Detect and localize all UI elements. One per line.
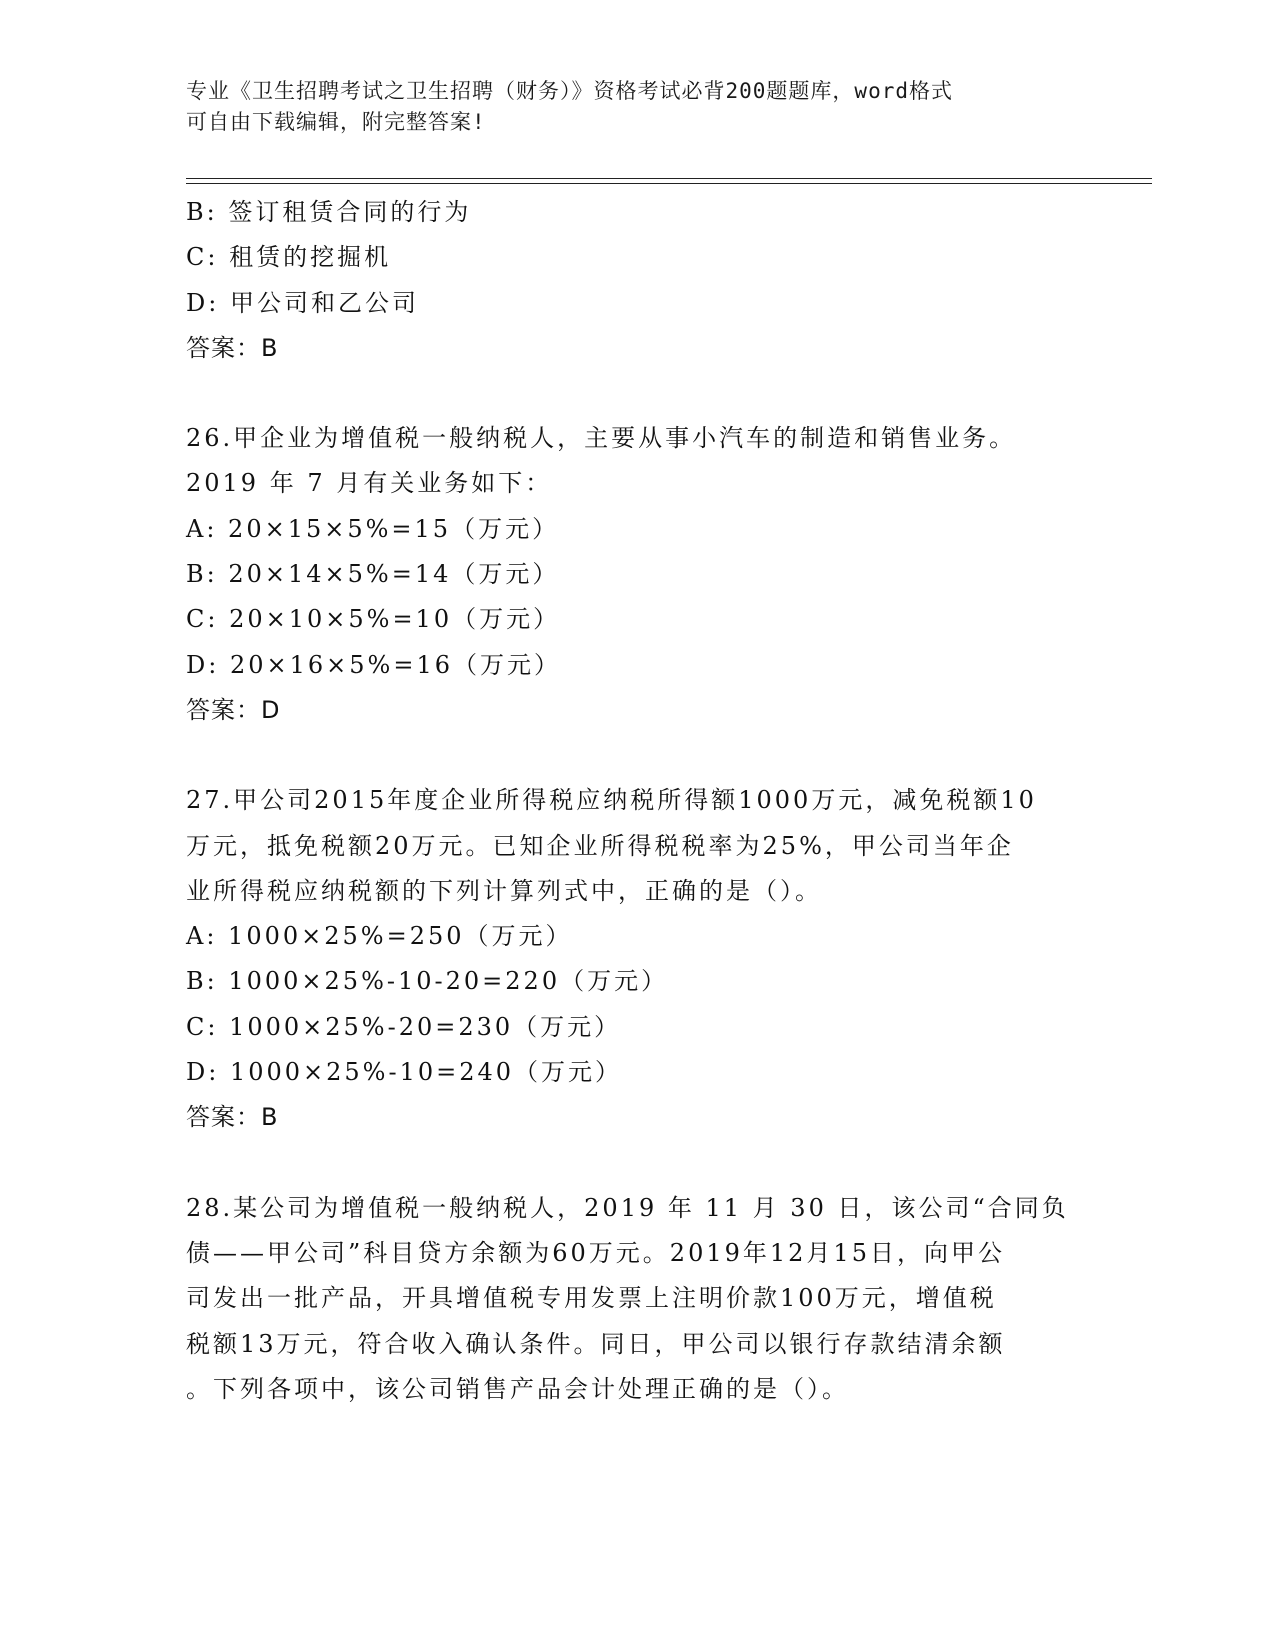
header-divider-top	[186, 178, 1152, 179]
option-d: D: 甲公司和乙公司	[186, 288, 419, 317]
header-line-2: 可自由下载编辑，附完整答案!	[186, 110, 486, 134]
spacer	[186, 733, 1086, 778]
option-b: B: 签订租赁合同的行为	[186, 198, 472, 226]
question-stem-line: 税额13万元，符合收入确认条件。同日，甲公司以银行存款结清余额	[186, 1329, 1006, 1358]
spacer	[186, 1141, 1086, 1186]
document-body	[186, 190, 1086, 1412]
option-c: C: 租赁的挖掘机	[186, 243, 392, 272]
header-line-1: 专业《卫生招聘考试之卫生招聘（财务）》资格考试必背200题题库，word格式	[186, 79, 953, 103]
option-c: C: 20×10×5%=10（万元）	[186, 605, 561, 634]
option-b: B: 1000×25%-10-20=220（万元）	[186, 967, 669, 996]
answer-line: 答案：B	[186, 1103, 279, 1132]
header-divider-bottom	[186, 183, 1152, 184]
question-26	[186, 416, 1086, 733]
answer-line: 答案：B	[186, 333, 279, 362]
option-a: A: 1000×25%=250（万元）	[186, 922, 573, 951]
question-stem-line: 2019 年 7 月有关业务如下：	[186, 469, 553, 498]
question-stem-line: 28.某公司为增值税一般纳税人，2019 年 11 月 30 日，该公司“合同负	[186, 1193, 1069, 1222]
option-d: D: 20×16×5%=16（万元）	[186, 650, 561, 679]
option-b: B: 20×14×5%=14（万元）	[186, 560, 560, 589]
question-stem-line: 业所得税应纳税额的下列计算列式中，正确的是（）。	[186, 876, 822, 905]
question-stem-line: 万元，抵免税额20万元。已知企业所得税税率为25%，甲公司当年企	[186, 831, 1014, 860]
option-a: A: 20×15×5%=15（万元）	[186, 514, 560, 543]
option-d: D: 1000×25%-10=240（万元）	[186, 1058, 623, 1087]
document-header	[186, 76, 1066, 138]
answer-line: 答案：D	[186, 695, 281, 724]
question-27	[186, 778, 1086, 1140]
question-stem-line: 司发出一批产品，开具增值税专用发票上注明价款100万元，增值税	[186, 1284, 997, 1313]
question-stem-line: 。下列各项中，该公司销售产品会计处理正确的是（）。	[186, 1374, 849, 1403]
question-25-tail	[186, 190, 1086, 371]
question-28	[186, 1186, 1086, 1412]
question-stem-line: 债——甲公司”科目贷方余额为60万元。2019年12月15日，向甲公	[186, 1238, 1005, 1267]
question-stem-line: 26.甲企业为增值税一般纳税人，主要从事小汽车的制造和销售业务。	[186, 424, 1017, 453]
question-stem-line: 27.甲公司2015年度企业所得税应纳税所得额1000万元，减免税额10	[186, 786, 1037, 815]
option-c: C: 1000×25%-20=230（万元）	[186, 1012, 622, 1041]
spacer	[186, 371, 1086, 416]
